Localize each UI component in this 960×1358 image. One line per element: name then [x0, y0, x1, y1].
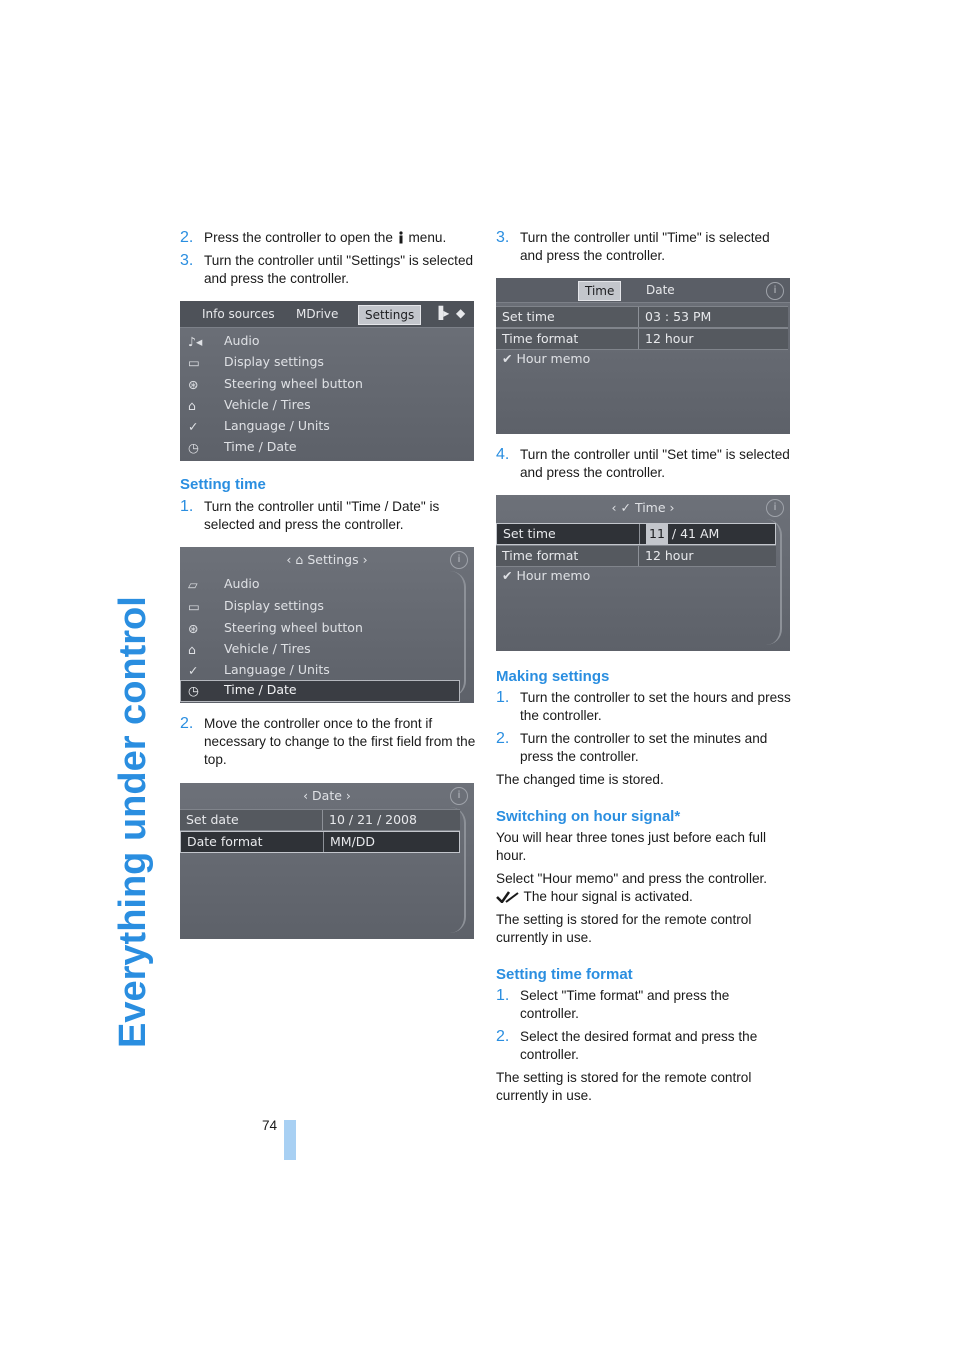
- screen-time-tabs: [496, 278, 790, 434]
- text-hour-signal-stored: The setting is stored for the remote control currently in use.: [496, 912, 752, 945]
- row-time-format[interactable]: Time format 12 hour: [496, 328, 788, 350]
- arrow-right-icon: ▐▸: [434, 306, 450, 320]
- step-set-hours: 1. Turn the controller to set the hours and press the controller.: [496, 689, 791, 723]
- page-number: 74: [262, 1118, 278, 1133]
- section-title-vertical: [108, 228, 158, 1048]
- menu-item-display[interactable]: ▭ Display settings: [188, 354, 324, 370]
- step-select-time-date: 1. Turn the controller until "Time / Date" is selected and press the controller.: [180, 498, 440, 532]
- display-icon: ▭: [188, 599, 200, 614]
- menu-item-time-date[interactable]: ◷ Time / Date: [188, 682, 297, 698]
- heading-setting-time: Setting time: [180, 476, 266, 493]
- menu-item-vehicle[interactable]: ⌂ Vehicle / Tires: [188, 397, 311, 413]
- tab-info-sources[interactable]: Info sources: [202, 307, 275, 321]
- checkmark-icon: ✔: [502, 351, 513, 366]
- text-hour-signal-intro: You will hear three tones just before each full hour.: [496, 830, 767, 863]
- row-set-time-active[interactable]: Set time 11 / 41 AM: [496, 523, 776, 545]
- menu-item-display[interactable]: ▭ Display settings: [188, 598, 324, 614]
- tab-bar: [496, 278, 790, 303]
- page-marker-bar: [284, 1120, 296, 1160]
- scroll-arc: [450, 571, 466, 697]
- heading-hour-signal: Switching on hour signal*: [496, 808, 681, 825]
- info-icon: i: [450, 551, 468, 569]
- clock-icon: ◷: [188, 440, 199, 455]
- step-select-time: 3. Turn the controller until "Time" is selected and press the controller.: [496, 229, 770, 263]
- checkmark-icon: [496, 890, 520, 903]
- screen-set-time: [496, 495, 790, 651]
- car-icon: ⌂: [188, 642, 196, 657]
- clock-icon: ◷: [188, 683, 199, 698]
- menu-item-audio[interactable]: ▱ Audio: [188, 576, 260, 592]
- car-icon: ⌂: [188, 398, 196, 413]
- step-move-front: 2. Move the controller once to the front if necessary to change to the first field from the top.: [180, 715, 476, 767]
- menu-item-language[interactable]: ✓ Language / Units: [188, 418, 330, 434]
- screen-date: [180, 783, 474, 939]
- section-title: Everything under control: [112, 596, 154, 1048]
- tab-settings[interactable]: Settings: [358, 305, 421, 325]
- menu-item-audio[interactable]: ♪◂ Audio: [188, 333, 260, 349]
- hour-field[interactable]: 11: [646, 524, 668, 544]
- step-select-set-time: 4. Turn the controller until "Set time" is selected and press the controller.: [496, 446, 790, 480]
- language-icon: ✓: [188, 419, 199, 434]
- screen-header: ‹ ⌂ Settings ›: [286, 552, 368, 567]
- info-icon: i: [766, 499, 784, 517]
- screen-info-menu: [180, 301, 474, 461]
- audio-icon: ♪◂: [188, 334, 203, 349]
- screen-header: ‹ ✓ Time ›: [611, 500, 675, 515]
- left-column: [180, 229, 476, 939]
- menu-item-steering[interactable]: ⊛ Steering wheel button: [188, 620, 363, 636]
- row-set-date[interactable]: Set date 10 / 21 / 2008: [180, 809, 460, 831]
- row-time-format[interactable]: Time format 12 hour: [496, 545, 776, 567]
- text-format-stored: The setting is stored for the remote control currently in use.: [496, 1070, 752, 1103]
- tab-time[interactable]: Time: [578, 281, 621, 301]
- right-column: [496, 229, 792, 1110]
- row-set-time[interactable]: Set time 03 : 53 PM: [496, 306, 788, 328]
- info-i-icon: [397, 231, 405, 244]
- display-icon: ▭: [188, 355, 200, 370]
- language-icon: ✓: [188, 663, 199, 678]
- tab-mdrive[interactable]: MDrive: [296, 307, 339, 321]
- step-select-time-format: 1. Select "Time format" and press the controller.: [496, 987, 730, 1021]
- menu-item-steering[interactable]: ⊛ Steering wheel button: [188, 376, 363, 392]
- text-hour-memo-select: Select "Hour memo" and press the controller. The hour signal is activated.: [496, 871, 768, 904]
- audio-icon: ▱: [188, 577, 198, 592]
- checkmark-icon: ✔: [502, 568, 513, 583]
- tab-bar: [180, 301, 474, 328]
- menu-item-language[interactable]: ✓ Language / Units: [188, 662, 330, 678]
- menu-item-time-date[interactable]: ◷ Time / Date: [188, 439, 297, 455]
- screen-settings-menu: [180, 547, 474, 703]
- step-select-settings: 3. Turn the controller until "Settings" is selected and press the controller.: [180, 252, 474, 286]
- info-icon: i: [450, 787, 468, 805]
- steering-wheel-icon: ⊛: [188, 377, 199, 392]
- row-date-format[interactable]: Date format MM/DD: [180, 831, 460, 853]
- step-number: 2.: [180, 229, 194, 246]
- screen-header: ‹ Date ›: [303, 788, 351, 803]
- menu-item-vehicle[interactable]: ⌂ Vehicle / Tires: [188, 641, 311, 657]
- language-icon: ✓: [620, 500, 631, 515]
- heading-making-settings: Making settings: [496, 668, 610, 685]
- tab-date[interactable]: Date: [646, 283, 675, 297]
- text-time-stored: The changed time is stored.: [496, 772, 664, 787]
- step-select-desired-format: 2. Select the desired format and press the controller.: [496, 1028, 758, 1062]
- steering-wheel-icon: ⊛: [188, 621, 199, 636]
- heading-time-format: Setting time format: [496, 966, 633, 983]
- step-open-menu: 2. Press the controller to open the menu.: [180, 229, 447, 246]
- row-hour-memo[interactable]: ✔ Hour memo: [502, 351, 591, 366]
- row-hour-memo[interactable]: ✔ Hour memo: [502, 568, 591, 583]
- info-icon: i: [766, 282, 784, 300]
- controller-icon: ◆: [456, 306, 466, 320]
- car-icon: ⌂: [295, 552, 304, 567]
- step-set-minutes: 2. Turn the controller to set the minutes and press the controller.: [496, 730, 768, 764]
